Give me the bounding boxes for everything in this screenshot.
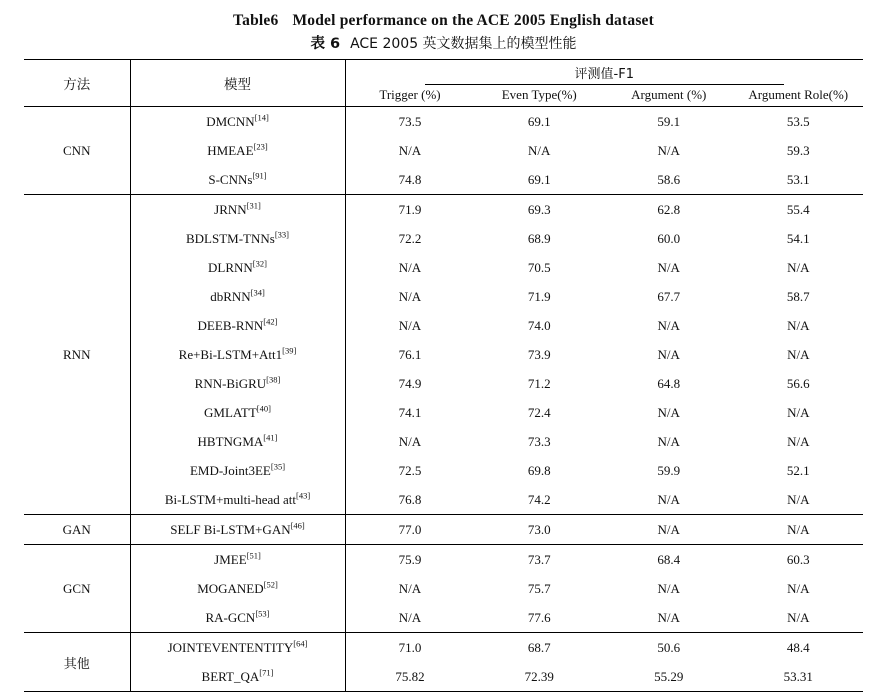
table-row	[24, 165, 863, 195]
table-row	[24, 662, 863, 691]
table-caption-chinese-text: ACE 2005 英文数据集上的模型性能	[350, 36, 577, 52]
metric-value: 69.1	[475, 107, 605, 137]
metric-value: N/A	[657, 433, 680, 449]
model-name: BERT_QA[71]	[130, 662, 345, 691]
table-row	[24, 456, 863, 485]
model-name: Bi-LSTM+multi-head att[43]	[130, 485, 345, 515]
metric-value: N/A	[345, 574, 475, 603]
model-name: HMEAE[23]	[130, 136, 345, 165]
model-name: HBTNGMA[41]	[130, 427, 345, 456]
metric-value: N/A	[787, 491, 810, 507]
metric-value: 68.9	[527, 230, 551, 246]
metric-value: N/A	[345, 136, 475, 165]
metric-value: N/A	[657, 142, 680, 158]
table-row	[24, 574, 863, 603]
metric-value: 55.4	[734, 195, 864, 225]
metric-value: 77.0	[345, 515, 475, 545]
metric-value: 76.1	[345, 340, 475, 369]
metric-value: 73.3	[527, 433, 551, 449]
model-name: RA-GCN[53]	[130, 603, 345, 633]
metric-value: 60.0	[657, 230, 681, 246]
model-name: DMCNN[14]	[130, 107, 345, 137]
metric-value: N/A	[787, 404, 810, 420]
header-col-1: Trigger (%)	[345, 84, 475, 107]
metric-value: 69.8	[527, 462, 551, 478]
metric-value: N/A	[345, 603, 475, 633]
table-row	[24, 603, 863, 633]
metric-value: N/A	[734, 515, 864, 545]
table-row	[24, 633, 863, 663]
metric-value: N/A	[345, 427, 475, 456]
table-row	[24, 136, 863, 165]
metric-value: N/A	[345, 253, 475, 282]
table-row	[24, 224, 863, 253]
table-row	[24, 427, 863, 456]
group-label-0: CNN	[24, 107, 130, 195]
metric-value: 56.6	[786, 375, 810, 391]
metric-value: 71.9	[345, 195, 475, 225]
model-name: RNN-BiGRU[38]	[130, 369, 345, 398]
table-row	[24, 340, 863, 369]
metric-value: 70.5	[527, 259, 551, 275]
metric-value: 71.2	[527, 375, 551, 391]
metric-value: 58.6	[657, 171, 681, 187]
table-row	[24, 545, 863, 575]
metric-value: N/A	[657, 259, 680, 275]
metric-value: 73.0	[475, 515, 605, 545]
metric-value: N/A	[787, 433, 810, 449]
group-label-1: RNN	[24, 195, 130, 515]
metric-value: 53.5	[734, 107, 864, 137]
metric-value: 59.1	[604, 107, 734, 137]
metric-value: N/A	[787, 259, 810, 275]
model-name: BDLSTM-TNNs[33]	[130, 224, 345, 253]
table-row	[24, 195, 863, 225]
metric-value: N/A	[657, 580, 680, 596]
metric-value: 53.1	[786, 171, 810, 187]
metric-value: N/A	[657, 346, 680, 362]
metric-value: 72.2	[345, 224, 475, 253]
table-row	[24, 282, 863, 311]
model-name: SELF Bi-LSTM+GAN[46]	[130, 515, 345, 545]
table-number: Table6	[233, 12, 279, 29]
metric-value: 68.4	[604, 545, 734, 575]
metric-value: N/A	[657, 404, 680, 420]
header-col-2: Even Type(%)	[501, 87, 577, 102]
metric-value: 74.1	[345, 398, 475, 427]
header-col-3: Argument (%)	[631, 87, 707, 102]
metric-value: 75.9	[345, 545, 475, 575]
metric-value: 48.4	[734, 633, 864, 663]
metric-value: 55.29	[654, 668, 684, 684]
metric-value: 72.4	[527, 404, 551, 420]
metric-value: N/A	[787, 317, 810, 333]
model-name: JOINTEVENTENTITY[64]	[130, 633, 345, 663]
model-name: dbRNN[34]	[130, 282, 345, 311]
model-name: MOGANED[52]	[130, 574, 345, 603]
metric-value: 74.0	[527, 317, 551, 333]
metric-value: 71.0	[345, 633, 475, 663]
metric-value: 53.31	[783, 668, 813, 684]
table-row	[24, 515, 863, 545]
table-caption-english	[24, 12, 863, 30]
metric-value: 74.9	[345, 369, 475, 398]
table-row	[24, 311, 863, 340]
metric-value: 60.3	[734, 545, 864, 575]
metric-value: 74.2	[527, 491, 551, 507]
group-label-3: GCN	[24, 545, 130, 633]
header-metrics-group: 评测值-F1	[345, 60, 863, 85]
metric-value: N/A	[657, 609, 680, 625]
table-row	[24, 253, 863, 282]
metric-value: 67.7	[657, 288, 681, 304]
metric-value: 50.6	[604, 633, 734, 663]
metric-value: N/A	[657, 491, 680, 507]
header-model: 模型	[130, 60, 345, 107]
metric-value: N/A	[528, 142, 551, 158]
table-row	[24, 369, 863, 398]
metric-value: 77.6	[527, 609, 551, 625]
metric-value: 52.1	[786, 462, 810, 478]
metric-value: 64.8	[657, 375, 681, 391]
metric-value: 72.5	[345, 456, 475, 485]
group-label-4: 其他	[24, 633, 130, 692]
metric-value: N/A	[345, 311, 475, 340]
metric-value: 68.7	[475, 633, 605, 663]
model-name: EMD-Joint3EE[35]	[130, 456, 345, 485]
metric-value: N/A	[787, 609, 810, 625]
metric-value: 59.3	[786, 142, 810, 158]
metric-value: 58.7	[786, 288, 810, 304]
metric-value: 75.82	[345, 662, 475, 691]
metric-value: N/A	[604, 515, 734, 545]
table-caption-english-text: Model performance on the ACE 2005 English dataset	[292, 12, 654, 29]
group-label-2: GAN	[24, 515, 130, 545]
metric-value: 59.9	[657, 462, 681, 478]
model-name: JMEE[51]	[130, 545, 345, 575]
table-row	[24, 485, 863, 515]
header-col-4: Argument Role(%)	[748, 87, 849, 102]
metric-value: N/A	[787, 346, 810, 362]
model-name: DEEB-RNN[42]	[130, 311, 345, 340]
model-name: S-CNNs[91]	[130, 165, 345, 195]
table-caption-chinese	[24, 32, 863, 53]
header-method: 方法	[63, 77, 91, 93]
metric-value: 62.8	[604, 195, 734, 225]
metric-value: 69.1	[527, 171, 551, 187]
metric-value: 73.7	[475, 545, 605, 575]
metric-value: N/A	[657, 317, 680, 333]
table-caption-chinese-label: 表 6	[310, 36, 341, 52]
metric-value: N/A	[345, 282, 475, 311]
metric-value: 54.1	[786, 230, 810, 246]
table-row	[24, 107, 863, 137]
model-name: GMLATT[40]	[130, 398, 345, 427]
table-bottom-rule	[24, 691, 863, 692]
metric-value: 75.7	[527, 580, 551, 596]
table-header-row-1	[24, 60, 863, 85]
model-name: Re+Bi-LSTM+Att1[39]	[130, 340, 345, 369]
metric-value: N/A	[787, 580, 810, 596]
metric-value: 74.8	[345, 165, 475, 195]
table-row	[24, 398, 863, 427]
metric-value: 69.3	[475, 195, 605, 225]
metric-value: 71.9	[527, 288, 551, 304]
metric-value: 73.5	[345, 107, 475, 137]
performance-table	[24, 59, 863, 692]
model-name: JRNN[31]	[130, 195, 345, 225]
metric-value: 76.8	[345, 485, 475, 515]
model-name: DLRNN[32]	[130, 253, 345, 282]
metric-value: 72.39	[524, 668, 554, 684]
metric-value: 73.9	[527, 346, 551, 362]
